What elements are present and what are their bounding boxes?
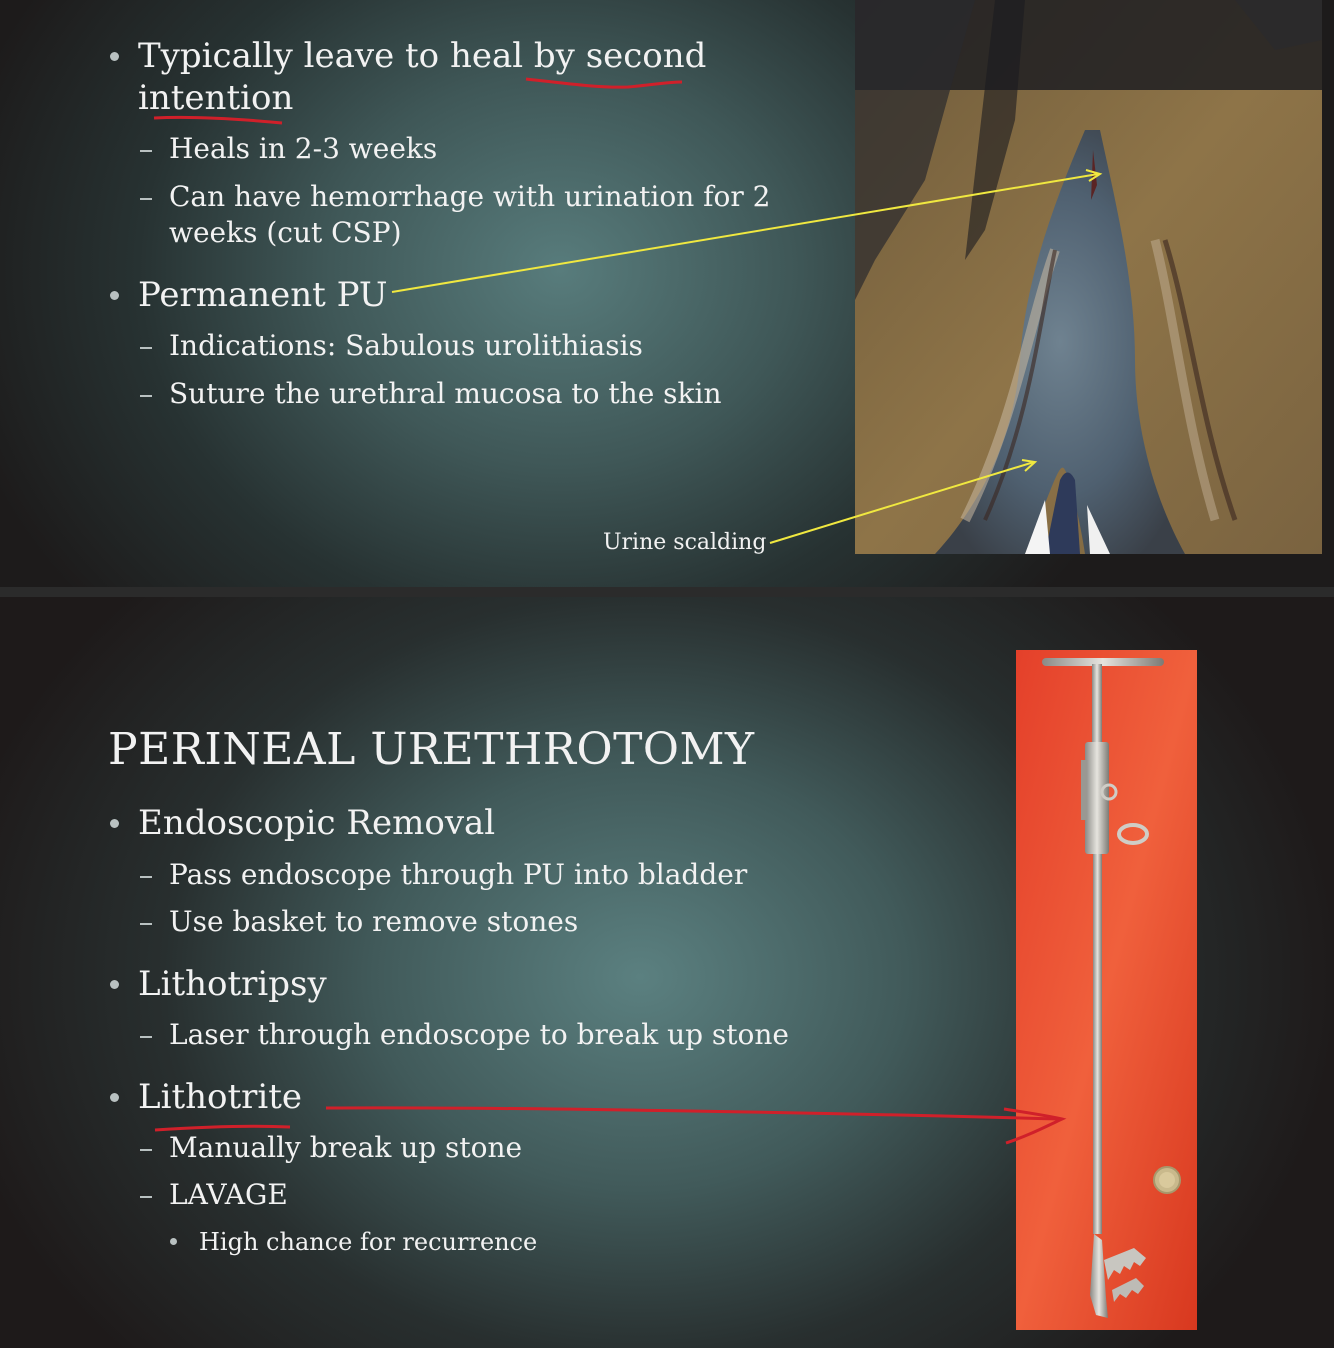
sub-hemorrhage-line1: Can have hemorrhage with urination for 2 [169,180,771,213]
sub-indications: Indications: Sabulous urolithiasis [169,329,643,362]
sub-bullet-marker [140,876,152,878]
perineum-photo [855,0,1322,554]
lithotrite-illustration [1016,650,1197,1330]
slide-top [0,0,1334,587]
sub-bullet-marker [140,1149,152,1151]
bullet-endoscopic-removal: Endoscopic Removal [138,803,496,843]
bullet-marker [110,1093,119,1102]
caption-urine-scalding: Urine scalding [603,530,767,555]
bullet-marker [110,980,119,989]
red-arrow-to-lithotrite [326,1108,1060,1119]
sub-bullet-marker [140,1196,152,1198]
sub-heals-weeks: Heals in 2-3 weeks [169,132,438,165]
red-underline-by-second [526,79,682,87]
bullet-marker [110,819,119,828]
sub-pass-endoscope: Pass endoscope through PU into bladder [169,858,748,891]
bullet-lithotrite: Lithotrite [138,1077,303,1117]
bullet-heal-line2: intention [138,78,294,118]
sub-bullet-marker [140,395,152,397]
bullet-permanent-pu: Permanent PU [138,275,388,315]
bullet-marker [110,291,119,300]
sub-bullet-marker [140,1036,152,1038]
bullet-lithotripsy: Lithotripsy [138,964,327,1004]
sub-bullet-marker [140,198,152,200]
sub-bullet-marker [140,347,152,349]
slide-bottom [0,597,1334,1348]
slide-title: PERINEAL URETHROTOMY [108,724,755,775]
sub-laser: Laser through endoscope to break up stone [169,1018,790,1051]
sub-lavage: LAVAGE [169,1178,288,1211]
subsub-recurrence: High chance for recurrence [199,1228,538,1256]
slide-divider [0,587,1334,597]
sub-bullet-marker [140,150,152,152]
bullet-heal-line1: Typically leave to heal by second [138,36,707,76]
sub-use-basket: Use basket to remove stones [169,905,579,938]
bullet-marker [110,52,119,61]
lithotrite-photo [1016,650,1197,1330]
subsub-bullet-marker [170,1238,177,1245]
sub-bullet-marker [140,923,152,925]
perineum-illustration [855,0,1322,554]
sub-suture: Suture the urethral mucosa to the skin [169,377,722,410]
sub-manually-break: Manually break up stone [169,1131,523,1164]
sub-hemorrhage-line2: weeks (cut CSP) [169,216,402,249]
